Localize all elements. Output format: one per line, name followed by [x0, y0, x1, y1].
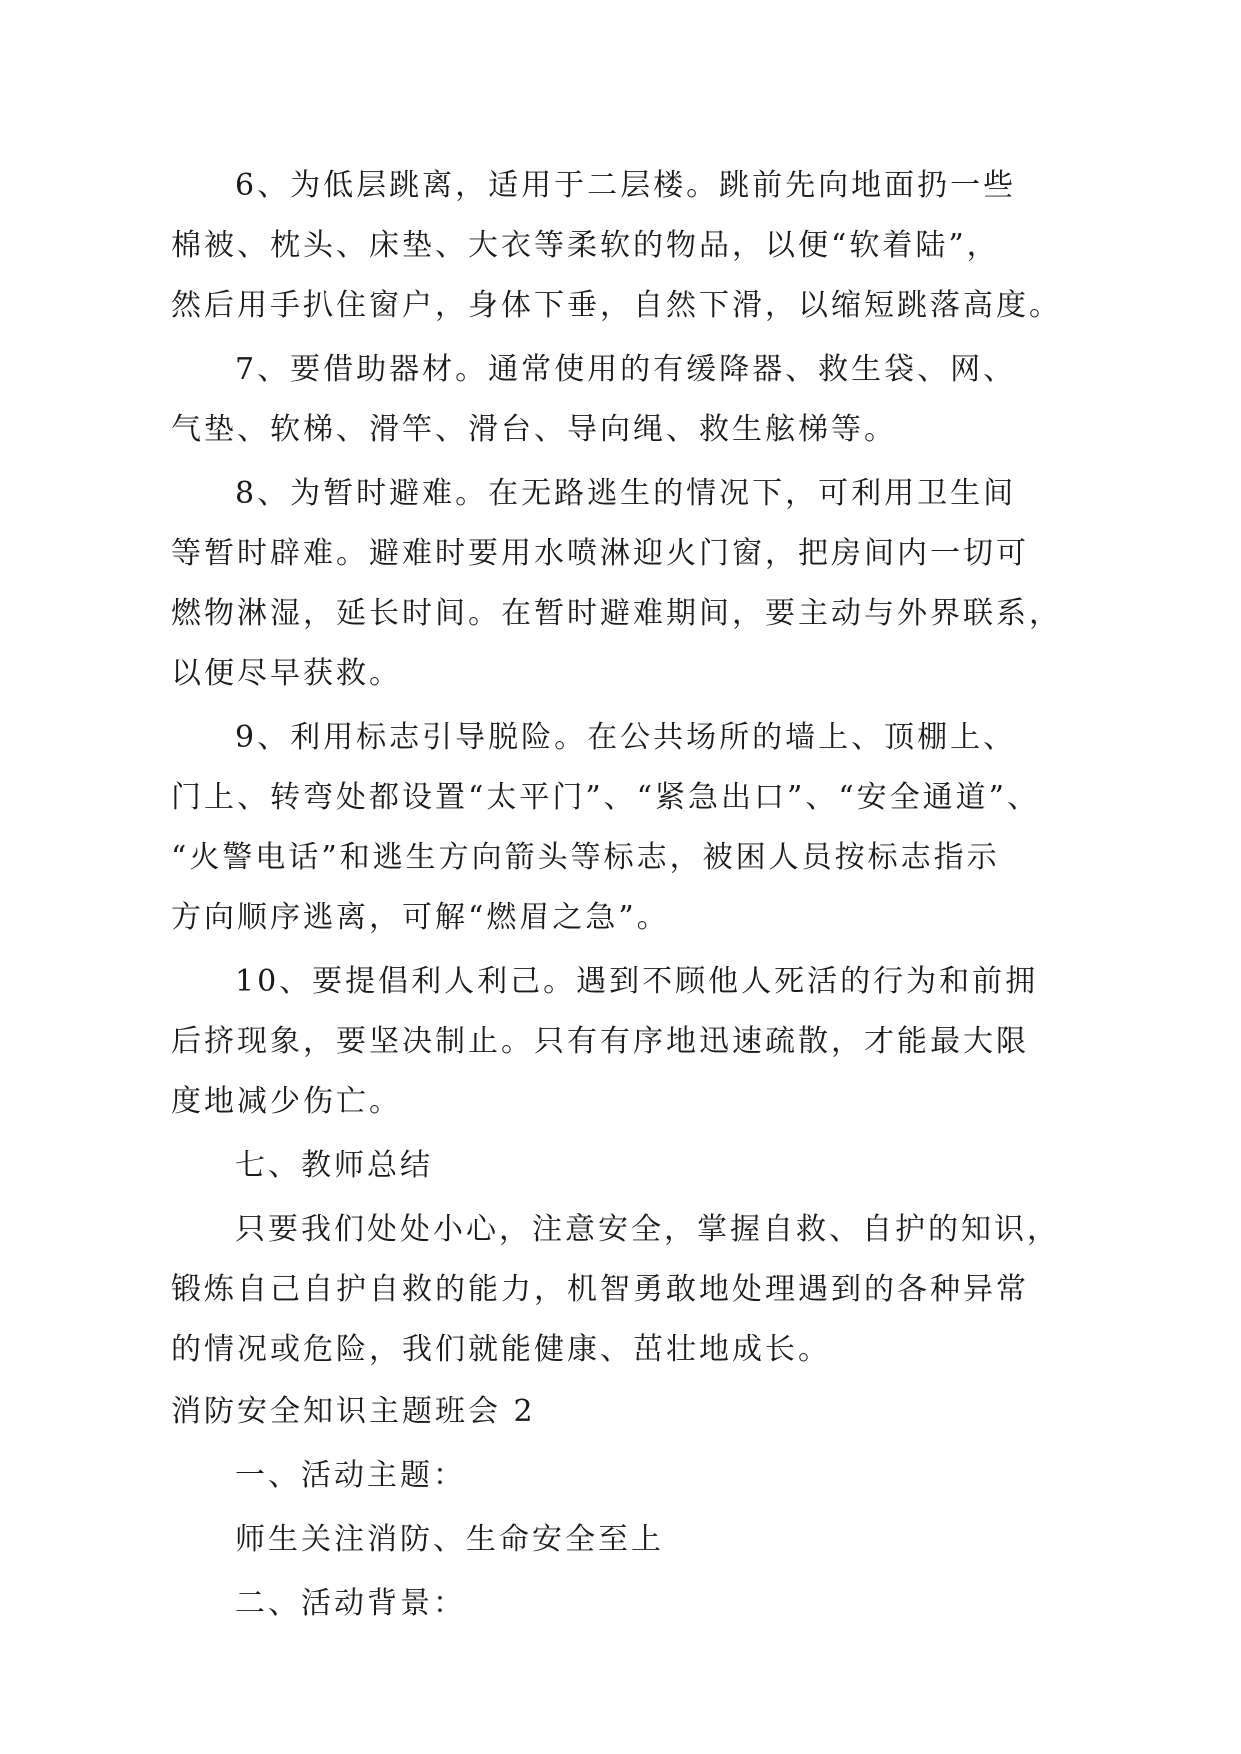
paragraph-line: “火警电话”和逃生方向箭头等标志，被困人员按标志指示: [171, 840, 1000, 875]
paragraph-line: 门上、转弯处都设置“太平门”、“紧急出口”、“安全通道”、: [171, 780, 1041, 815]
section-heading: 二、活动背景：: [235, 1586, 466, 1621]
paragraph-line: 方向顺序逃离，可解“燃眉之急”。: [171, 900, 670, 935]
paragraph-line: 以便尽早获救。: [171, 656, 402, 691]
paragraph-line: 6、为低层跳离，适用于二层楼。跳前先向地面扔一些: [235, 168, 1017, 203]
paragraph-line: 7、要借助器材。通常使用的有缓降器、救生袋、网、: [235, 352, 1017, 387]
paragraph-line: 只要我们处处小心，注意安全，掌握自救、自护的知识，: [235, 1212, 1060, 1247]
paragraph-line: 锻炼自己自护自救的能力，机智勇敢地处理遇到的各种异常: [171, 1272, 1029, 1307]
paragraph-line: 9、利用标志引导脱险。在公共场所的墙上、顶棚上、: [235, 720, 1017, 755]
paragraph-line: 师生关注消防、生命安全至上: [235, 1522, 664, 1557]
section-heading: 一、活动主题：: [235, 1458, 466, 1493]
paragraph-line: 度地减少伤亡。: [171, 1084, 402, 1119]
paragraph-line: 的情况或危险，我们就能健康、茁壮地成长。: [171, 1332, 831, 1367]
paragraph-line: 燃物淋湿，延长时间。在暂时避难期间，要主动与外界联系，: [171, 596, 1062, 631]
paragraph-line: 后挤现象，要坚决制止。只有有序地迅速疏散，才能最大限: [171, 1024, 1029, 1059]
paragraph-line: 然后用手扒住窗户，身体下垂，自然下滑，以缩短跳落高度。: [171, 288, 1062, 323]
paragraph-line: 棉被、枕头、床垫、大衣等柔软的物品，以便“软着陆”，: [171, 228, 1000, 263]
paragraph-line: 等暂时辟难。避难时要用水喷淋迎火门窗，把房间内一切可: [171, 536, 1029, 571]
paragraph-line: 气垫、软梯、滑竿、滑台、导向绳、救生舷梯等。: [171, 412, 897, 447]
document-title: 消防安全知识主题班会 2: [171, 1394, 536, 1429]
paragraph-line: 8、为暂时避难。在无路逃生的情况下，可利用卫生间: [235, 476, 1017, 511]
paragraph-line: 10、要提倡利人利己。遇到不顾他人死活的行为和前拥: [235, 964, 1039, 999]
section-heading: 七、教师总结: [235, 1148, 433, 1183]
